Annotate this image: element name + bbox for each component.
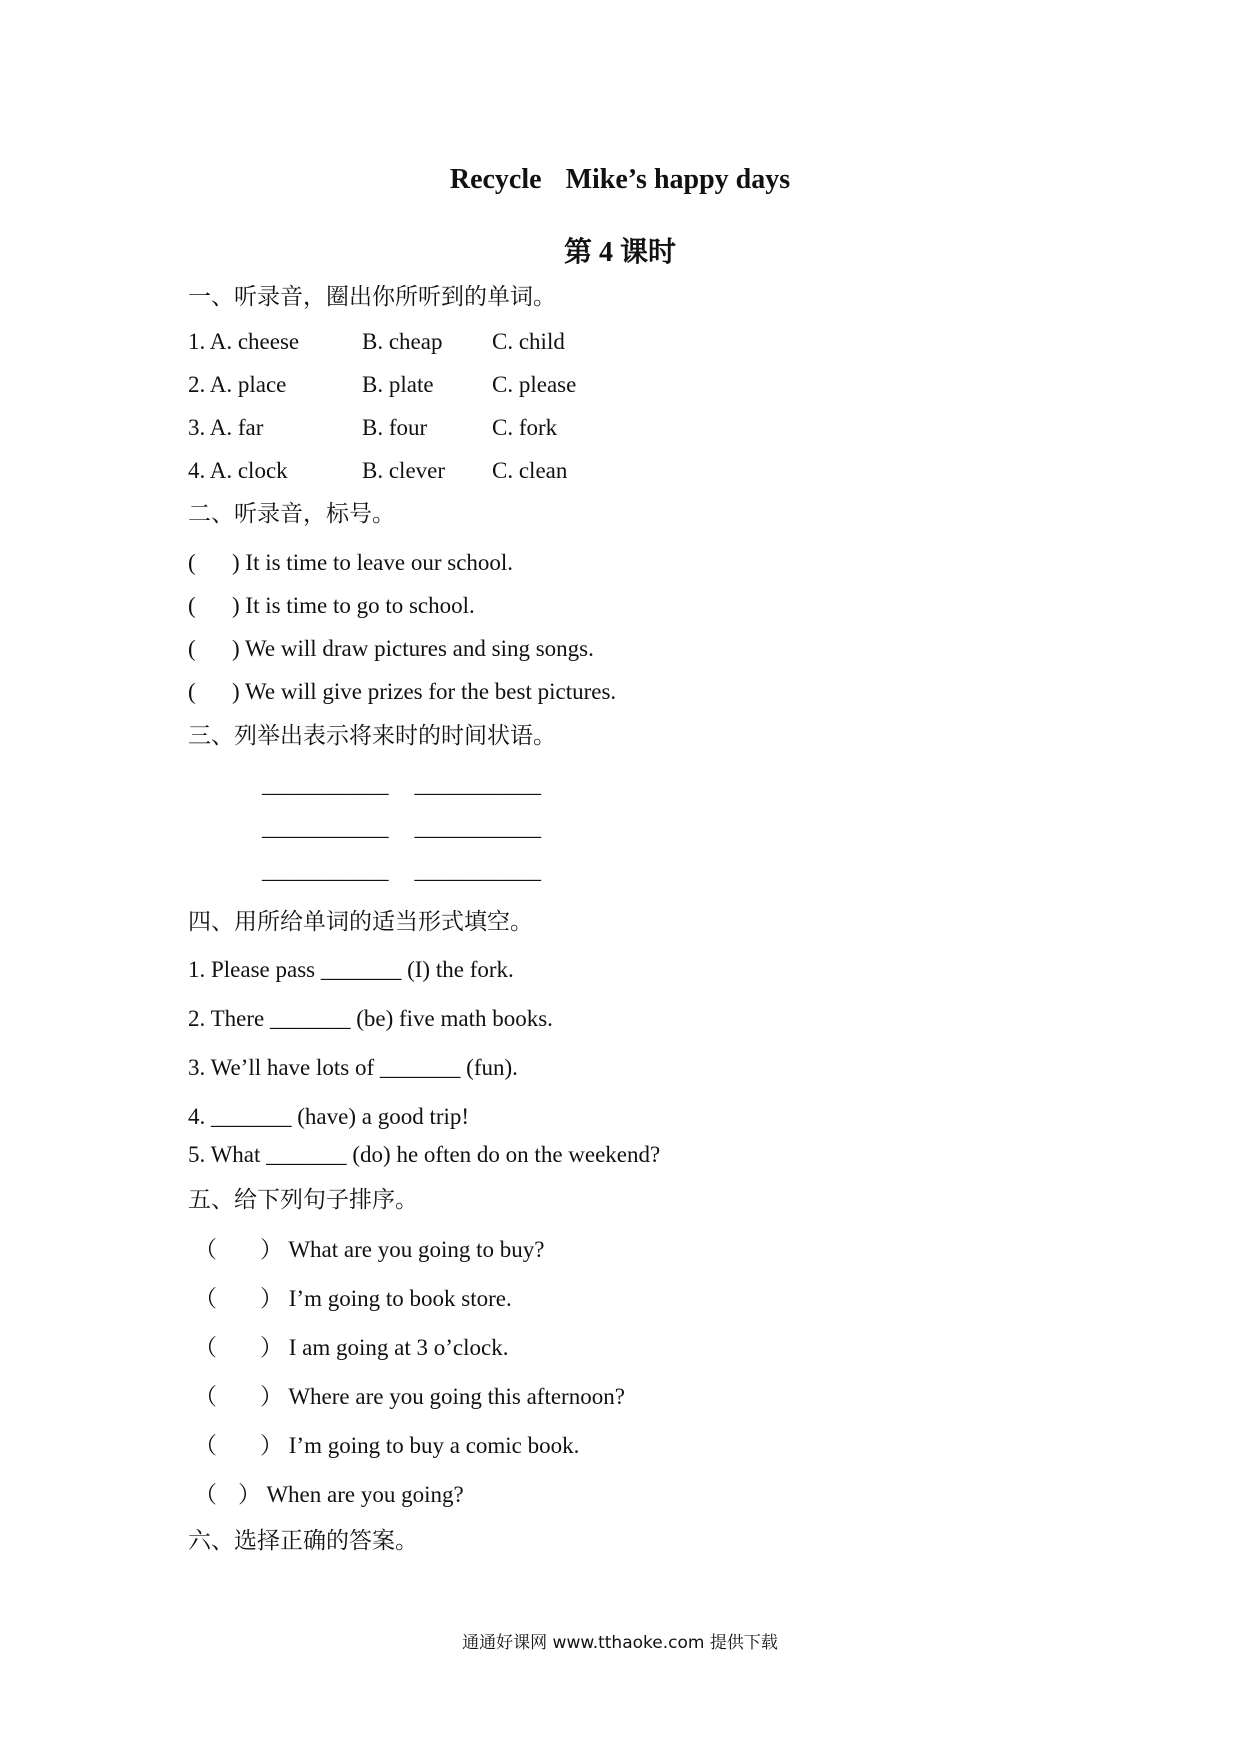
ordering-item [194,1383,625,1411]
open-paren: ( [188,679,196,704]
option-b: B. four [362,415,428,440]
fill-blank-item: 4. _______ (have) a good trip! [188,1104,470,1129]
sentence-text: I am going at 3 o’clock. [288,1335,509,1360]
section-1-heading: 一、听录音，圈出你所听到的单词。 [188,284,556,310]
answer-blank[interactable]: ___________ [414,858,541,883]
fill-blank-item: 1. Please pass _______ (I) the fork. [188,957,514,982]
section-2-item [188,678,616,706]
ordering-item [194,1334,508,1362]
answer-blank-row [262,815,567,841]
answer-blank[interactable]: ___________ [414,772,541,797]
ordering-item [194,1432,579,1460]
title-recycle: Recycle [449,164,542,195]
lesson-number: 第 4 课时 [563,237,676,268]
close-paren: ） [260,1433,283,1458]
answer-blank[interactable]: ___________ [262,772,389,797]
sentence-text: What are you going to buy? [288,1237,545,1262]
sentence-text: We will draw pictures and sing songs. [245,636,594,661]
close-paren: ） [260,1384,283,1409]
close-paren: ) [232,636,240,661]
close-paren: ) [232,593,240,618]
open-paren: ( [188,550,196,575]
close-paren: ） [260,1286,283,1311]
title-unit-name: Mike’s happy days [565,164,791,195]
open-paren: （ [194,1286,217,1311]
answer-blank[interactable]: ___________ [262,815,389,840]
answer-blank[interactable]: ___________ [262,858,389,883]
section-2-item [188,592,475,620]
sentence-text: Where are you going this afternoon? [288,1384,625,1409]
fill-blank-item: 2. There _______ (be) five math books. [188,1006,553,1031]
section-2-item [188,635,594,663]
section-4-heading: 四、用所给单词的适当形式填空。 [188,909,533,935]
answer-blank-row [262,858,567,884]
sentence-text: We will give prizes for the best pictures. [245,679,617,704]
section-2-heading: 二、听录音，标号。 [188,501,395,527]
close-paren: ) [232,550,240,575]
open-paren: ( [188,636,196,661]
fill-blank-item: 3. We’ll have lots of _______ (fun). [188,1055,518,1080]
sentence-text: It is time to go to school. [245,593,475,618]
option-b: B. plate [362,372,434,397]
section-5-heading: 五、给下列句子排序。 [188,1187,418,1213]
close-paren: ） [238,1482,261,1507]
open-paren: （ [194,1482,217,1507]
option-c: C. fork [492,415,558,440]
sentence-text: I’m going to buy a comic book. [288,1433,580,1458]
open-paren: （ [194,1335,217,1360]
section-6-heading: 六、选择正确的答案。 [188,1528,418,1554]
close-paren: ） [260,1237,283,1262]
ordering-item [194,1481,464,1509]
option-a: 1. A. cheese [188,329,300,354]
close-paren: ) [232,679,240,704]
close-paren: ） [260,1335,283,1360]
option-c: C. child [492,329,565,354]
page-title [0,164,1240,196]
sentence-text: When are you going? [266,1482,464,1507]
open-paren: （ [194,1433,217,1458]
footer-source: 通通好课网 www.tthaoke.com 提供下载 [462,1633,778,1653]
open-paren: （ [194,1384,217,1409]
sentence-text: I’m going to book store. [288,1286,512,1311]
option-a: 2. A. place [188,372,287,397]
option-c: C. please [492,372,577,397]
option-b: B. cheap [362,329,443,354]
section-2-item [188,549,513,577]
option-b: B. clever [362,458,446,483]
ordering-item [194,1236,544,1264]
ordering-item [194,1285,512,1313]
option-c: C. clean [492,458,568,483]
section-3-heading: 三、列举出表示将来时的时间状语。 [188,723,556,749]
fill-blank-item: 5. What _______ (do) he often do on the weekend? [188,1142,661,1167]
answer-blank[interactable]: ___________ [414,815,541,840]
open-paren: （ [194,1237,217,1262]
open-paren: ( [188,593,196,618]
answer-blank-row [262,772,567,798]
option-a: 4. A. clock [188,458,288,483]
sentence-text: It is time to leave our school. [245,550,514,575]
option-a: 3. A. far [188,415,264,440]
